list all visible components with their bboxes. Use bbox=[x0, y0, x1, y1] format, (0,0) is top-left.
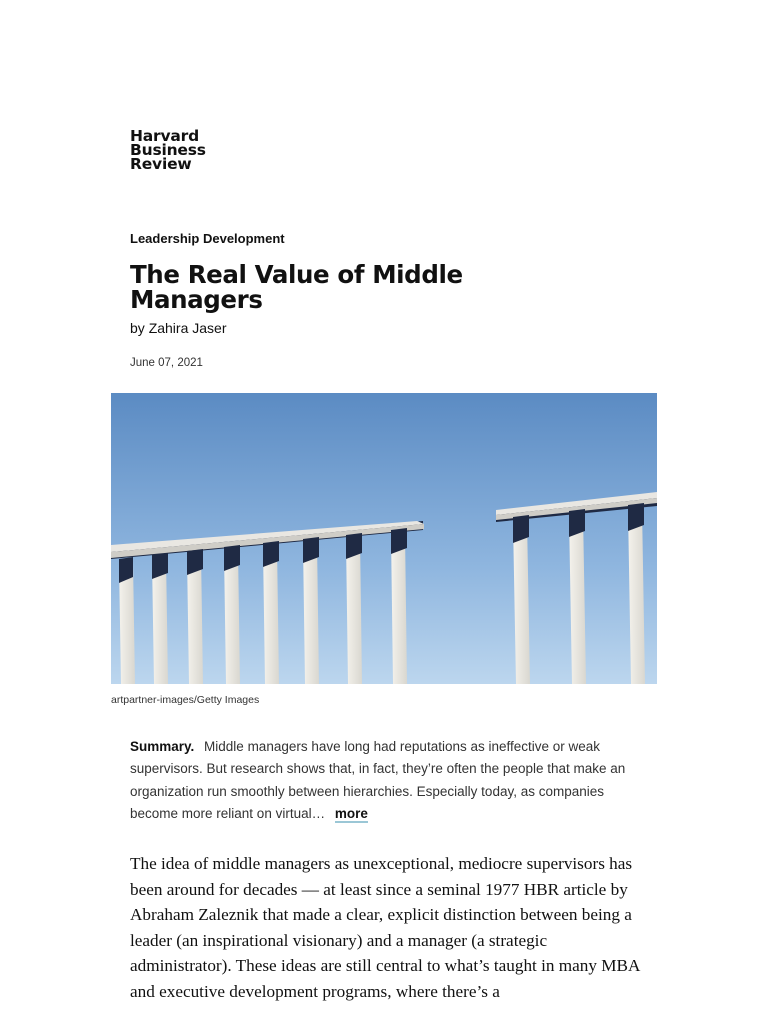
author-link[interactable]: Zahira Jaser bbox=[148, 320, 227, 336]
logo-line-2: Business bbox=[130, 141, 206, 159]
summary-label: Summary. bbox=[130, 739, 195, 754]
hero-image bbox=[111, 393, 657, 684]
summary-more-link[interactable]: more bbox=[334, 805, 368, 821]
logo-line-1: Harvard bbox=[130, 127, 199, 145]
article-title: The Real Value of Middle Managers bbox=[130, 260, 463, 314]
article-body-paragraph: The idea of middle managers as unexceptional, mediocre supervisors has been around for decades — at least since a seminal 1977 HBR article by Abraham Zaleznik that made a clear, explicit distinction between being a leader (an inspirational visionary) and a manager (a strategic administrator). These ideas are still central to what’s taught in many MBA and executive development programs, where there’s a bbox=[130, 854, 640, 1001]
article-summary bbox=[130, 736, 642, 825]
byline-prefix: by bbox=[130, 320, 145, 336]
logo-line-3: Review bbox=[130, 155, 192, 173]
image-credit: artpartner-images/Getty Images bbox=[111, 694, 260, 706]
publish-date: June 07, 2021 bbox=[130, 357, 203, 369]
byline bbox=[130, 320, 227, 336]
summary-text: Middle managers have long had reputations as ineffective or weak supervisors. But research shows that, in fact, they’re often the people that make an organization run smoothly between hierarchies. Especially today, as companies become more reliant on virtual… bbox=[130, 739, 626, 821]
bridge-illustration bbox=[111, 393, 657, 684]
topic-link[interactable]: Leadership Development bbox=[130, 231, 285, 246]
hbr-logo[interactable] bbox=[130, 129, 250, 171]
